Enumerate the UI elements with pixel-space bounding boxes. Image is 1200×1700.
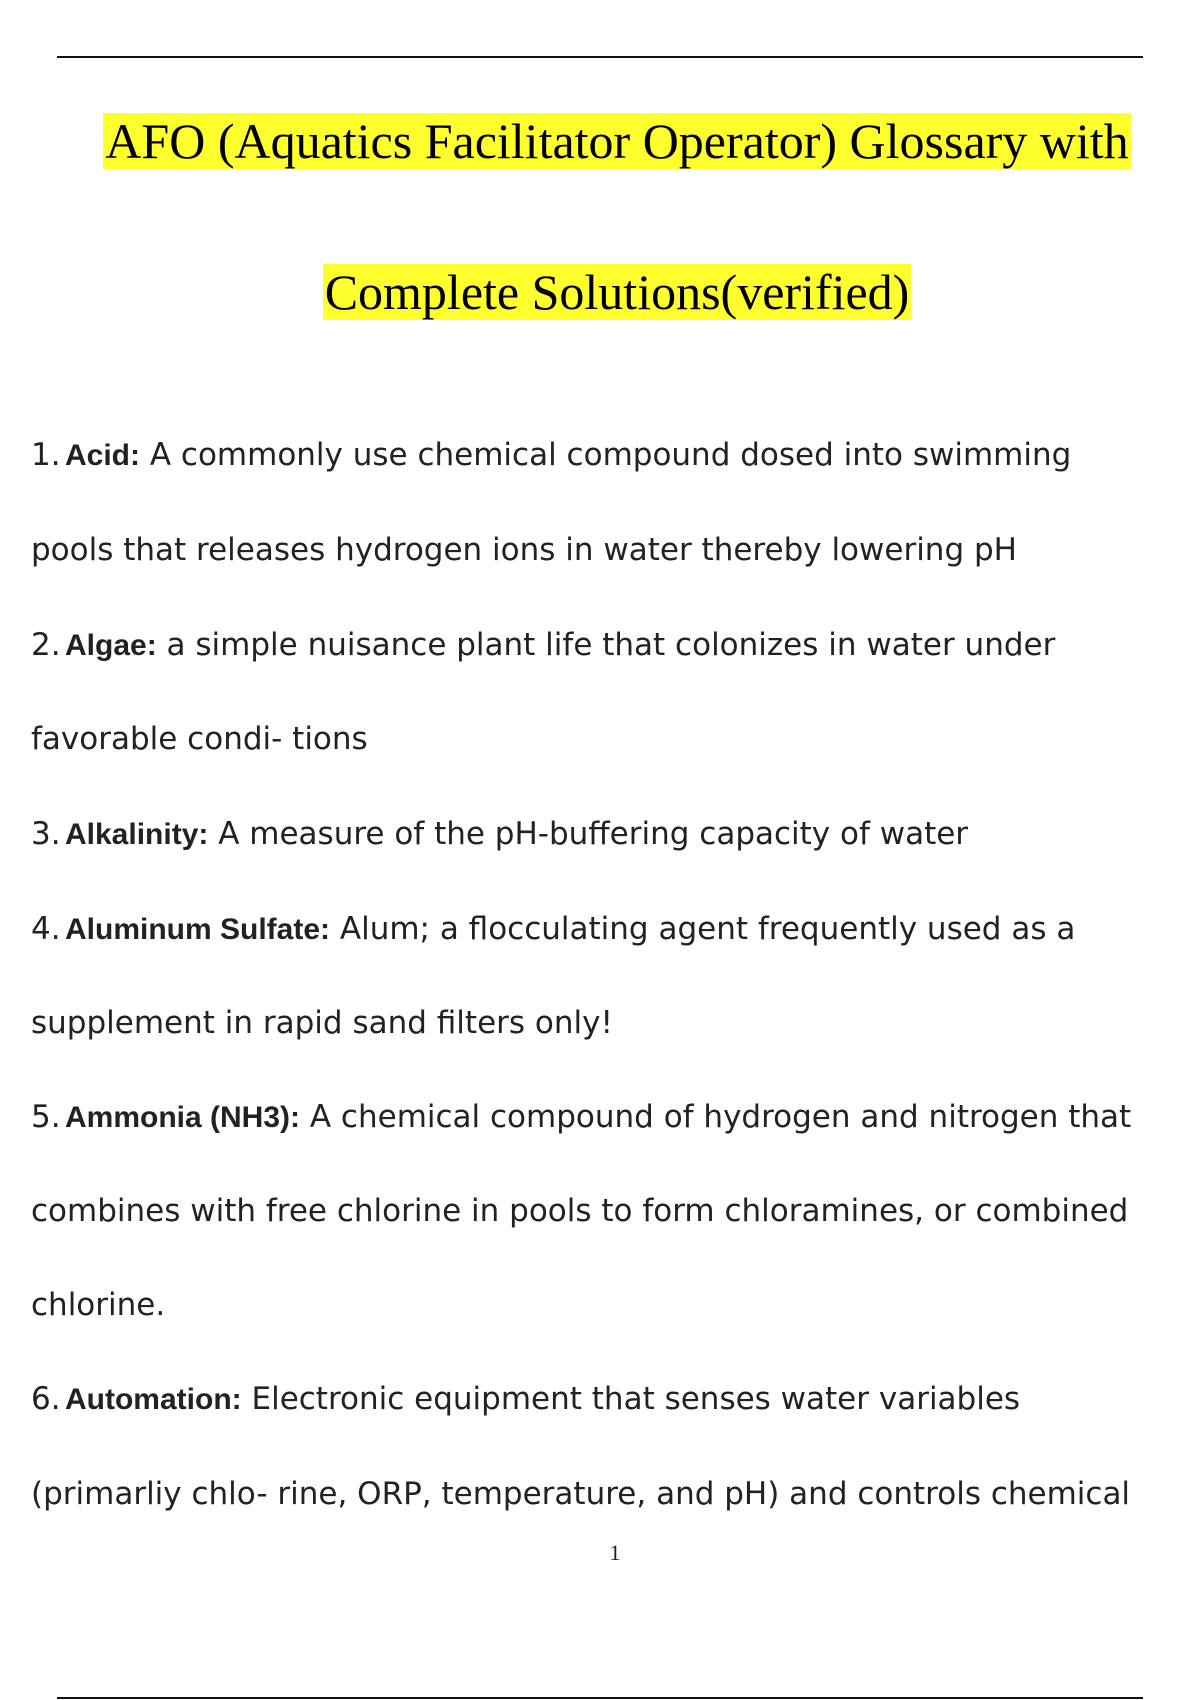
entry-number: 4. xyxy=(31,911,61,947)
entry-definition: A measure of the pH-buffering capacity of water xyxy=(208,816,969,852)
glossary-entry-6 xyxy=(31,1379,1020,1420)
title-highlight-1: AFO (Aquatics Facilitator Operator) Glossary with xyxy=(105,113,1129,169)
entry-definition: A commonly use chemical compound dosed into swimming xyxy=(140,437,1072,473)
entry-term: Ammonia (NH3): xyxy=(65,1101,301,1134)
entry-definition: A chemical compound of hydrogen and nitrogen that xyxy=(300,1099,1132,1135)
document-title-line-2 xyxy=(0,262,1200,322)
glossary-entry-2 xyxy=(31,625,1055,666)
title-highlight-2: Complete Solutions(verified) xyxy=(324,264,910,320)
glossary-entry-3 xyxy=(31,814,968,855)
entry-definition: Alum; a flocculating agent frequently used as a xyxy=(330,911,1076,947)
document-title-line-1 xyxy=(0,111,1200,171)
entry-number: 3. xyxy=(31,816,61,852)
entry-number: 1. xyxy=(31,437,61,473)
page-number: 1 xyxy=(609,1540,621,1565)
entry-continuation: pools that releases hydrogen ions in water thereby lowering pH xyxy=(31,532,1017,568)
entry-continuation: supplement in rapid sand filters only! xyxy=(31,1005,613,1041)
entry-term: Algae: xyxy=(65,629,157,662)
entry-term: Aluminum Sulfate: xyxy=(65,913,331,946)
entry-continuation: (primarliy chlo- rine, ORP, temperature, and pH) and controls chemical xyxy=(31,1476,1131,1512)
entry-number: 5. xyxy=(31,1099,61,1135)
entry-term: Automation: xyxy=(65,1383,242,1416)
bottom-rule xyxy=(57,1697,1143,1699)
entry-definition: Electronic equipment that senses water variables xyxy=(241,1381,1021,1417)
entry-continuation: combines with free chlorine in pools to form chloramines, or combined xyxy=(31,1193,1129,1229)
entry-continuation: favorable condi- tions xyxy=(31,721,368,757)
entry-definition: a simple nuisance plant life that colonizes in water under xyxy=(156,627,1056,663)
entry-number: 6. xyxy=(31,1381,61,1417)
glossary-entry-5 xyxy=(31,1097,1131,1138)
top-rule xyxy=(57,56,1143,58)
entry-number: 2. xyxy=(31,627,61,663)
glossary-entry-1 xyxy=(31,435,1071,476)
entry-term: Alkalinity: xyxy=(65,818,209,851)
entry-continuation: chlorine. xyxy=(31,1287,166,1323)
glossary-entry-4 xyxy=(31,909,1075,950)
entry-term: Acid: xyxy=(65,439,140,472)
